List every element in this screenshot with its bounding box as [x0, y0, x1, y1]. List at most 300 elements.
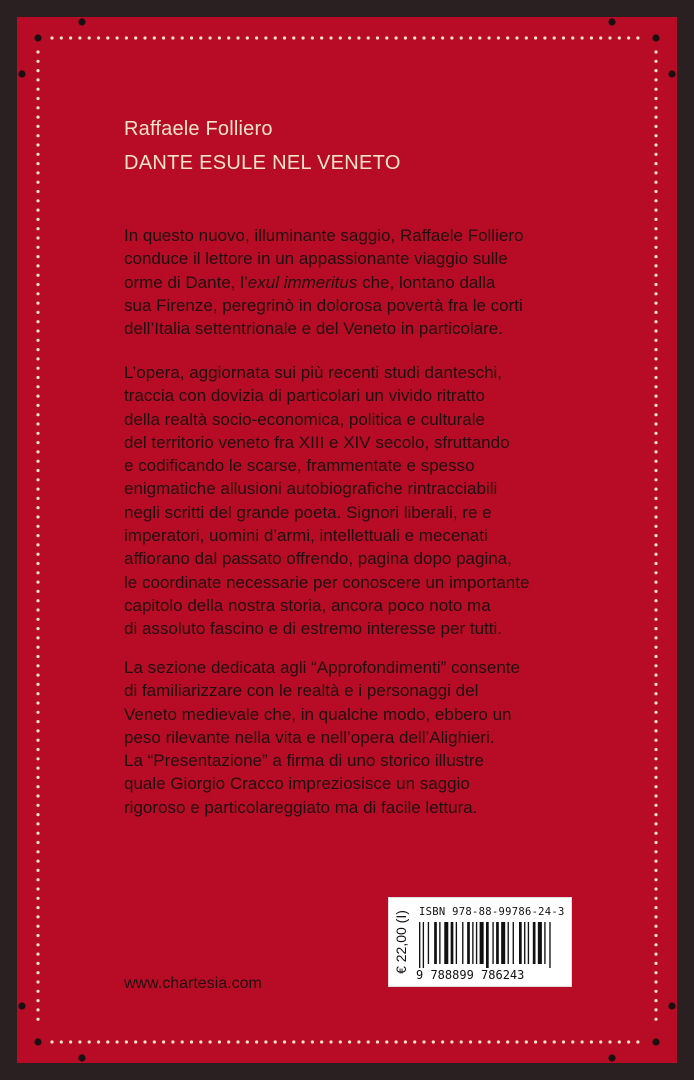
frame-dot — [125, 1040, 128, 1043]
frame-dot — [36, 227, 39, 230]
frame-dot — [654, 525, 657, 528]
frame-dot — [497, 1040, 500, 1043]
frame-dot — [36, 525, 39, 528]
frame-dot — [654, 218, 657, 221]
frame-dot — [78, 1054, 85, 1061]
frame-dot — [654, 832, 657, 835]
barcode-bars — [419, 922, 567, 968]
frame-dot — [134, 1040, 137, 1043]
frame-dot — [636, 1040, 639, 1043]
frame-dot — [654, 869, 657, 872]
frame-dot — [654, 887, 657, 890]
frame-dot — [654, 329, 657, 332]
frame-dot — [654, 962, 657, 965]
frame-dot — [190, 36, 193, 39]
frame-dot — [329, 36, 332, 39]
frame-dot — [654, 822, 657, 825]
book-title: DANTE ESULE NEL VENETO — [124, 152, 401, 174]
frame-dot — [654, 776, 657, 779]
frame-dot — [654, 311, 657, 314]
frame-dot — [311, 36, 314, 39]
frame-dot — [36, 125, 39, 128]
barcode-bar — [480, 922, 484, 964]
frame-dot — [36, 915, 39, 918]
frame-dot — [36, 804, 39, 807]
frame-dot — [654, 813, 657, 816]
frame-dot — [36, 934, 39, 937]
frame-dot — [50, 36, 53, 39]
frame-dot — [357, 36, 360, 39]
frame-dot — [627, 36, 630, 39]
frame-dot — [534, 36, 537, 39]
frame-dot — [654, 934, 657, 937]
barcode-digits: 9 788899 786243 — [416, 968, 525, 982]
frame-dot — [36, 143, 39, 146]
barcode-bar — [423, 922, 424, 968]
frame-dot — [654, 757, 657, 760]
frame-dot — [654, 897, 657, 900]
frame-dot — [36, 608, 39, 611]
frame-dot — [553, 1040, 556, 1043]
frame-dot — [478, 1040, 481, 1043]
frame-dot — [562, 36, 565, 39]
frame-dot — [376, 36, 379, 39]
frame-dot — [599, 36, 602, 39]
frame-dot — [581, 36, 584, 39]
frame-dot — [36, 618, 39, 621]
frame-dot — [60, 36, 63, 39]
frame-dot — [488, 1040, 491, 1043]
barcode-bar — [476, 922, 477, 964]
frame-dot — [376, 1040, 379, 1043]
frame-dot — [450, 1040, 453, 1043]
text-line: quale Giorgio Cracco impreziosisce un saggio — [124, 774, 470, 794]
frame-dot — [302, 36, 305, 39]
text-line: le coordinate necessarie per conoscere un importante — [124, 572, 530, 592]
frame-dot — [181, 36, 184, 39]
text-line: sua Firenze, peregrinò in dolorosa povertà fra le corti — [124, 295, 523, 315]
frame-dot — [171, 36, 174, 39]
frame-dot — [264, 36, 267, 39]
frame-dot — [654, 441, 657, 444]
frame-dot — [36, 990, 39, 993]
frame-dot — [36, 329, 39, 332]
frame-dot — [654, 385, 657, 388]
frame-dot — [34, 34, 41, 41]
frame-dot — [36, 822, 39, 825]
frame-dot — [654, 413, 657, 416]
frame-dot — [469, 36, 472, 39]
frame-dot — [654, 450, 657, 453]
frame-dot — [339, 1040, 342, 1043]
frame-dot — [654, 1008, 657, 1011]
frame-dot — [116, 1040, 119, 1043]
frame-dot — [36, 813, 39, 816]
frame-dot — [134, 36, 137, 39]
frame-dot — [36, 488, 39, 491]
frame-dot — [654, 729, 657, 732]
frame-dot — [654, 432, 657, 435]
frame-dot — [525, 1040, 528, 1043]
frame-dot — [627, 1040, 630, 1043]
frame-dot — [460, 36, 463, 39]
frame-dot — [506, 1040, 509, 1043]
author-name: Raffaele Folliero — [124, 118, 273, 140]
frame-dot — [236, 36, 239, 39]
text-line: di assoluto fascino e di estremo interesse per tutti. — [124, 619, 502, 639]
frame-dot — [654, 971, 657, 974]
frame-dot — [36, 878, 39, 881]
frame-dot — [654, 692, 657, 695]
frame-dot — [654, 608, 657, 611]
frame-dot — [654, 50, 657, 53]
frame-dot — [654, 674, 657, 677]
frame-dot — [385, 36, 388, 39]
frame-dot — [654, 683, 657, 686]
frame-dot — [50, 1040, 53, 1043]
frame-dot — [654, 850, 657, 853]
frame-dot — [97, 36, 100, 39]
frame-dot — [36, 134, 39, 137]
latin-phrase: exul immeritus — [247, 272, 358, 292]
frame-dot — [78, 18, 85, 25]
frame-dot — [78, 1040, 81, 1043]
frame-dot — [654, 283, 657, 286]
frame-dot — [162, 1040, 165, 1043]
text-line: negli scritti del grande poeta. Signori liberali, re e — [124, 502, 492, 522]
frame-dot — [432, 36, 435, 39]
frame-dot — [654, 515, 657, 518]
frame-dot — [348, 1040, 351, 1043]
frame-dot — [36, 264, 39, 267]
frame-dot — [171, 1040, 174, 1043]
frame-dot — [654, 236, 657, 239]
frame-dot — [654, 404, 657, 407]
frame-dot — [162, 36, 165, 39]
frame-dot — [515, 36, 518, 39]
frame-dot — [654, 469, 657, 472]
frame-dot — [292, 36, 295, 39]
text-line: dell’Italia settentrionale e del Veneto in particolare. — [124, 319, 503, 339]
frame-dot — [236, 1040, 239, 1043]
frame-dot — [654, 246, 657, 249]
frame-dot — [218, 1040, 221, 1043]
frame-dot — [36, 860, 39, 863]
frame-dot — [357, 1040, 360, 1043]
text-fragment: che, lontano dalla — [357, 272, 496, 292]
frame-dot — [654, 171, 657, 174]
frame-dot — [654, 999, 657, 1002]
frame-dot — [581, 1040, 584, 1043]
frame-dot — [553, 36, 556, 39]
frame-dot — [654, 302, 657, 305]
frame-dot — [654, 748, 657, 751]
frame-dot — [654, 125, 657, 128]
text-line: In questo nuovo, illuminante saggio, Raffaele Folliero — [124, 226, 524, 245]
frame-dot — [36, 962, 39, 965]
text-line: capitolo della nostra storia, ancora poco noto ma — [124, 595, 491, 615]
frame-dot — [441, 1040, 444, 1043]
frame-dot — [618, 1040, 621, 1043]
frame-dot — [432, 1040, 435, 1043]
frame-dot — [36, 534, 39, 537]
frame-dot — [654, 980, 657, 983]
frame-dot — [78, 36, 81, 39]
frame-dot — [413, 36, 416, 39]
frame-dot — [654, 106, 657, 109]
frame-dot — [60, 1040, 63, 1043]
barcode-bar — [428, 922, 429, 964]
frame-dot — [36, 153, 39, 156]
frame-dot — [274, 1040, 277, 1043]
frame-dot — [36, 190, 39, 193]
frame-dot — [36, 692, 39, 695]
blurb-paragraph-2 — [124, 361, 594, 641]
frame-dot — [36, 832, 39, 835]
frame-dot — [654, 357, 657, 360]
isbn-text: ISBN 978-88-99786-24-3 — [419, 906, 565, 918]
frame-dot — [264, 1040, 267, 1043]
frame-dot — [654, 1018, 657, 1021]
barcode-bar — [439, 922, 440, 964]
frame-dot — [497, 36, 500, 39]
frame-dot — [36, 106, 39, 109]
frame-dot — [654, 655, 657, 658]
barcode-bar — [467, 922, 470, 964]
frame-dot — [367, 1040, 370, 1043]
frame-dot — [608, 36, 611, 39]
frame-dot — [348, 36, 351, 39]
frame-dot — [654, 581, 657, 584]
frame-dot — [654, 497, 657, 500]
frame-dot — [34, 1038, 41, 1045]
frame-dot — [88, 1040, 91, 1043]
barcode-bar — [419, 922, 420, 968]
frame-dot — [654, 646, 657, 649]
frame-dot — [320, 1040, 323, 1043]
frame-dot — [618, 36, 621, 39]
text-line: e codificando le scarse, frammentate e spesso — [124, 456, 475, 476]
frame-dot — [654, 460, 657, 463]
frame-dot — [654, 199, 657, 202]
frame-dot — [153, 1040, 156, 1043]
frame-dot — [329, 1040, 332, 1043]
frame-dot — [654, 143, 657, 146]
barcode-bar — [486, 922, 489, 968]
frame-dot — [36, 199, 39, 202]
frame-dot — [36, 469, 39, 472]
frame-dot — [36, 404, 39, 407]
frame-dot — [36, 767, 39, 770]
frame-dot — [385, 1040, 388, 1043]
frame-dot — [654, 348, 657, 351]
frame-dot — [36, 181, 39, 184]
text-line: Veneto medievale che, in qualche modo, ebbero un — [124, 704, 512, 724]
frame-dot — [543, 1040, 546, 1043]
frame-dot — [654, 534, 657, 537]
frame-dot — [404, 1040, 407, 1043]
text-line: La sezione dedicata agli “Approfondimenti” consente — [124, 658, 520, 677]
frame-dot — [36, 581, 39, 584]
barcode-bar — [549, 922, 550, 968]
frame-dot — [654, 227, 657, 230]
barcode-label — [388, 897, 572, 987]
frame-dot — [36, 246, 39, 249]
frame-dot — [654, 618, 657, 621]
frame-dot — [36, 590, 39, 593]
text-line: conduce il lettore in un appassionante viaggio sulle — [124, 249, 508, 269]
frame-dot — [654, 664, 657, 667]
text-line: L’opera, aggiornata sui più recenti studi danteschi, — [124, 363, 503, 382]
frame-dot — [571, 1040, 574, 1043]
frame-dot — [450, 36, 453, 39]
frame-dot — [209, 1040, 212, 1043]
frame-dot — [654, 116, 657, 119]
frame-dot — [654, 953, 657, 956]
frame-dot — [422, 36, 425, 39]
blurb-paragraph-3 — [124, 656, 594, 819]
frame-dot — [654, 562, 657, 565]
frame-dot — [652, 1038, 659, 1045]
frame-dot — [654, 599, 657, 602]
barcode-bar — [538, 922, 542, 964]
frame-dot — [654, 915, 657, 918]
frame-dot — [654, 153, 657, 156]
frame-dot — [292, 1040, 295, 1043]
frame-dot — [654, 990, 657, 993]
price-label — [389, 898, 413, 986]
frame-dot — [36, 218, 39, 221]
frame-dot — [246, 1040, 249, 1043]
frame-dot — [36, 953, 39, 956]
frame-dot — [36, 711, 39, 714]
barcode-bar — [472, 922, 473, 964]
frame-dot — [36, 171, 39, 174]
frame-dot — [654, 794, 657, 797]
frame-dot — [395, 36, 398, 39]
frame-dot — [36, 60, 39, 63]
frame-dot — [36, 627, 39, 630]
frame-dot — [36, 674, 39, 677]
frame-dot — [36, 1018, 39, 1021]
frame-dot — [654, 422, 657, 425]
frame-dot — [227, 1040, 230, 1043]
frame-dot — [18, 70, 25, 77]
frame-dot — [36, 887, 39, 890]
frame-dot — [36, 655, 39, 658]
frame-dot — [36, 720, 39, 723]
frame-dot — [654, 488, 657, 491]
frame-dot — [36, 571, 39, 574]
frame-dot — [654, 943, 657, 946]
frame-dot — [36, 794, 39, 797]
frame-dot — [654, 553, 657, 556]
frame-dot — [469, 1040, 472, 1043]
frame-dot — [116, 36, 119, 39]
frame-dot — [36, 302, 39, 305]
frame-dot — [36, 441, 39, 444]
barcode-bar — [513, 922, 514, 964]
frame-dot — [283, 36, 286, 39]
barcode-bar — [519, 922, 522, 964]
frame-dot — [654, 264, 657, 267]
frame-dot — [460, 1040, 463, 1043]
frame-dot — [488, 36, 491, 39]
frame-dot — [36, 50, 39, 53]
frame-dot — [654, 292, 657, 295]
frame-dot — [404, 36, 407, 39]
frame-dot — [36, 162, 39, 165]
frame-dot — [36, 562, 39, 565]
text-line: traccia con dovizia di particolari un vivido ritratto — [124, 386, 485, 406]
frame-dot — [36, 553, 39, 556]
frame-dot — [413, 1040, 416, 1043]
barcode-bar — [444, 922, 448, 964]
frame-dot — [36, 646, 39, 649]
frame-dot — [506, 36, 509, 39]
text-line: del territorio veneto fra XIII e XIV secolo, sfruttando — [124, 432, 510, 452]
frame-dot — [209, 36, 212, 39]
frame-dot — [255, 36, 258, 39]
frame-dot — [36, 906, 39, 909]
frame-dot — [608, 1040, 611, 1043]
frame-dot — [36, 980, 39, 983]
text-line: imperatori, uomini d’armi, intellettuali e mecenati — [124, 526, 488, 546]
barcode-bar — [462, 922, 463, 964]
frame-dot — [18, 1002, 25, 1009]
frame-dot — [36, 757, 39, 760]
frame-dot — [36, 999, 39, 1002]
frame-dot — [608, 1054, 615, 1061]
barcode-bar — [533, 922, 536, 964]
frame-dot — [599, 1040, 602, 1043]
barcode-bar — [496, 922, 499, 964]
frame-dot — [36, 776, 39, 779]
frame-dot — [218, 36, 221, 39]
frame-dot — [590, 36, 593, 39]
frame-dot — [571, 36, 574, 39]
frame-dot — [36, 748, 39, 751]
frame-dot — [654, 181, 657, 184]
frame-dot — [36, 636, 39, 639]
text-line: La “Presentazione” a firma di uno storico illustre — [124, 751, 484, 771]
frame-dot — [36, 841, 39, 844]
frame-dot — [654, 69, 657, 72]
barcode-bar — [451, 922, 454, 964]
frame-dot — [422, 1040, 425, 1043]
frame-dot — [106, 36, 109, 39]
frame-dot — [339, 36, 342, 39]
frame-dot — [36, 497, 39, 500]
frame-dot — [199, 36, 202, 39]
frame-dot — [478, 36, 481, 39]
frame-dot — [654, 395, 657, 398]
frame-dot — [654, 506, 657, 509]
frame-dot — [302, 1040, 305, 1043]
frame-dot — [36, 348, 39, 351]
frame-dot — [652, 34, 659, 41]
frame-dot — [590, 1040, 593, 1043]
frame-dot — [654, 860, 657, 863]
frame-dot — [311, 1040, 314, 1043]
barcode-bar — [492, 922, 493, 964]
text-line: peso rilevante nella vita e nell’opera dell’Alighieri. — [124, 727, 495, 747]
frame-dot — [515, 1040, 518, 1043]
frame-dot — [654, 255, 657, 258]
frame-dot — [36, 1008, 39, 1011]
frame-dot — [654, 590, 657, 593]
text-line: affiorano dal passato offrendo, pagina dopo pagina, — [124, 549, 512, 569]
